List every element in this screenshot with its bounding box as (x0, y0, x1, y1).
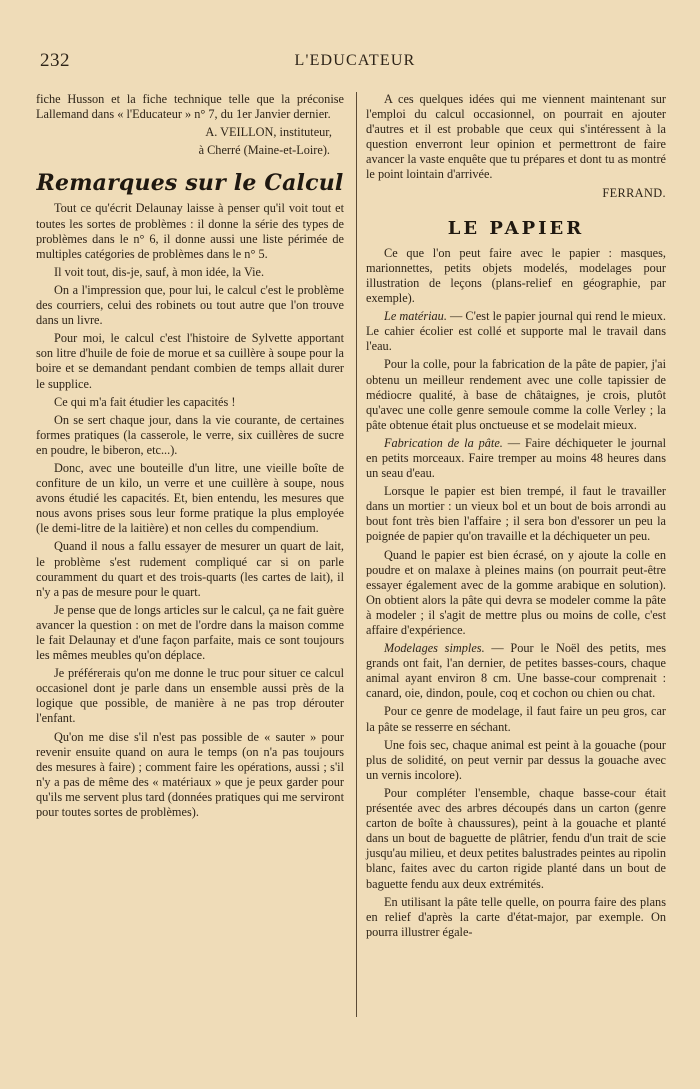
signature-place: à Cherré (Maine-et-Loire). (198, 143, 330, 158)
section-paragraph (366, 357, 666, 432)
left-column (36, 92, 344, 823)
section-intro: Ce que l'on peut faire avec le papier : masques, marionnettes, petits objets modelés, modelages pour illustration de leçons (plans-relief en géographie, par exemple). (366, 245, 666, 306)
paragraph-heading: Fabrication de la pâte. (384, 435, 503, 450)
section-paragraph (366, 895, 666, 940)
page-number: 232 (40, 50, 70, 71)
section-paragraph (366, 436, 666, 481)
journal-title: L'EDUCATEUR (294, 52, 416, 69)
article-paragraph: Je préférerais qu'on me donne le truc pour situer ce calcul occasionel dont je parle dans un ensemble aussi près de la logique que possible, de manière à ne pas trop dérouter l'enfant. (36, 666, 344, 726)
previous-article-ending: fiche Husson et la fiche technique telle que la préconise Lallemand dans « l'Educateur » n° 7, du 1er Janvier dernier. (36, 92, 344, 122)
article-paragraph: On se sert chaque jour, dans la vie courante, de certaines formes pratiques (la casserole, le verre, six cuillères de sucre en poudre, le biberon, etc...). (36, 412, 344, 457)
paragraph-text: Lorsque le papier est bien trempé, il faut le travailler dans un mortier : un vieux bol et un bout de bois arrondi au bout font très bien l'affaire ; il sera bon d'essorer un peu la poignée de papier qu'on travaille et la déchiqueter un peu. (366, 484, 666, 544)
article-paragraph: Je pense que de longs articles sur le calcul, ça ne fait guère avancer la question : on met de l'ordre dans la maison comme le fait Delaunay et d'une façon parfaite, mais ce sont toujours les mêmes meubles qu'on déplace. (36, 602, 344, 663)
page-header (40, 46, 670, 76)
section-paragraph (366, 786, 666, 892)
article-paragraph: Il voit tout, dis-je, sauf, à mon idée, la Vie. (54, 264, 265, 279)
article-paragraph: Qu'on me dise s'il n'est pas possible de « sauter » pour revenir ensuite quand on aura le temps (on n'a pas toujours des mesures à faire) ; comment faire les opérations, aussi ; s'il n'y a pas de même des « matériaux » que je peux garder pour qu'ils me servent plus tard (données pratiques qui me serviront pour toutes sortes de problèmes). (36, 729, 344, 820)
column-divider (356, 92, 357, 1017)
article-paragraph: On a l'impression que, pour lui, le calcul c'est le problème des courriers, celui des robinets ou tout autre que l'on trouve dans un livre. (36, 282, 344, 328)
article-paragraph: Tout ce qu'écrit Delaunay laisse à penser qu'il voit tout et toutes les sortes de problèmes : il donne la série des types de problèmes dans le n° 6, il donne aussi une liste périmée de multiples catégories de problèmes dans le n° 5. (36, 201, 344, 261)
paragraph-text: Une fois sec, chaque animal est peint à la gouache (pour plus de solidité, on peut vernir par dessus la gouache avec un vernis incolore). (366, 737, 666, 782)
section-paragraph (366, 309, 666, 354)
section-paragraph (366, 738, 666, 783)
article-paragraph: Ce qui m'a fait étudier les capacités ! (54, 394, 236, 409)
signature-name: A. VEILLON, instituteur, (205, 125, 332, 140)
section-paragraph (366, 548, 666, 639)
section-paragraph (366, 484, 666, 544)
article-author: FERRAND. (602, 185, 666, 200)
paragraph-heading: Modelages simples. (384, 641, 485, 656)
paragraph-text: Quand le papier est bien écrasé, on y ajoute la colle en poudre et on malaxe à pleines mains (on pourrait peut-être essayer également avec de la gomme arabique en solution). On obtient alors la pâte qui devra se modeler comme la pâte à modeler ; il s'agit de mettre plus ou moins de colle, c'est affaire d'expérience. (366, 547, 666, 637)
article-paragraph: Pour moi, le calcul c'est l'histoire de Sylvette apportant son litre d'huile de foie de morue et sa cuillère à soupe pour la boire et se demandant pendant combien de temps allait durer le supplice. (36, 331, 344, 391)
paragraph-heading: Le matériau. (384, 309, 447, 324)
section-paragraph (366, 641, 666, 701)
paragraph-text: — Pour le Noël des petits, mes grands ont fait, l'an dernier, de petites basses-cours, chaque animal ayant environ 8 cm. Une basse-cour comprenait : canard, oie, dindon, poule, coq et cochon ou chien ou chat. (366, 641, 666, 701)
article-paragraph: Quand il nous a fallu essayer de mesurer un quart de lait, le problème s'est rudement compliqué car si on parle couramment du quart et des trois-quarts (les cartes de lait), il n'y a pas de mesure pour le quart. (36, 539, 344, 599)
article-continuation: A ces quelques idées qui me viennent maintenant sur l'emploi du calcul occasionnel, on pourrait en ajouter d'autres et il est probable que ceux qui s'intéressent à la question enverront leur opinion et permettront de faire avancer la vaste enquête que tu prépares et dont tu as montré le point lointain d'arrivée. (366, 92, 666, 182)
paragraph-text: Pour compléter l'ensemble, chaque basse-cour était présentée avec des arbres découpés dans un carton (genre carton de boîte à chaussures), peint à la gouache et planté dans un bout de baguette de plâtrier, fendu d'un trait de scie jusqu'au milieu, et deux petites balustrades peintes au ripolin blanc, faites avec du carton rigide planté dans un bout de baguette fendu aux deux extrémités. (366, 785, 666, 891)
paragraph-text: En utilisant la pâte telle quelle, on pourra faire des plans en relief d'après la carte d'état-major, par exemple. On pourra illustrer égale- (366, 894, 666, 939)
article-title: Remarques sur le Calcul (36, 170, 344, 197)
paragraph-text: Pour la colle, pour la fabrication de la pâte de papier, j'ai obtenu un meilleur rendement avec une colle tapissier de médiocre qualité, à base de châtaignes, je crois, plutôt qu'avec une colle genre semoule comme la colle Verley ; la pâte obtenue était plus onctueuse et se modelait mieux. (366, 357, 666, 432)
paragraph-text: — Faire déchiqueter le journal en petits morceaux. Faire tremper au moins 48 heures dans un seau d'eau. (366, 435, 666, 481)
right-column (366, 92, 666, 943)
paragraph-text: Pour ce genre de modelage, il faut faire un peu gros, car la pâte se resserre en séchant. (366, 704, 666, 734)
article-paragraph: Donc, avec une bouteille d'un litre, une vieille boîte de confiture de un kilo, un verre et une cuillère à soupe, nous avons étudié les capacités. Et, bien entendu, les mesures que nous avons prises sous leur forme pratique la plus employée (le demi-litre de la laitière) et non celles du compendium. (36, 460, 344, 536)
paragraph-text: — C'est le papier journal qui rend le mieux. Le cahier écolier est collé et supporte mal le travail dans l'eau. (366, 309, 666, 354)
section-paragraph (366, 704, 666, 734)
section-title: LE PAPIER (447, 217, 585, 239)
